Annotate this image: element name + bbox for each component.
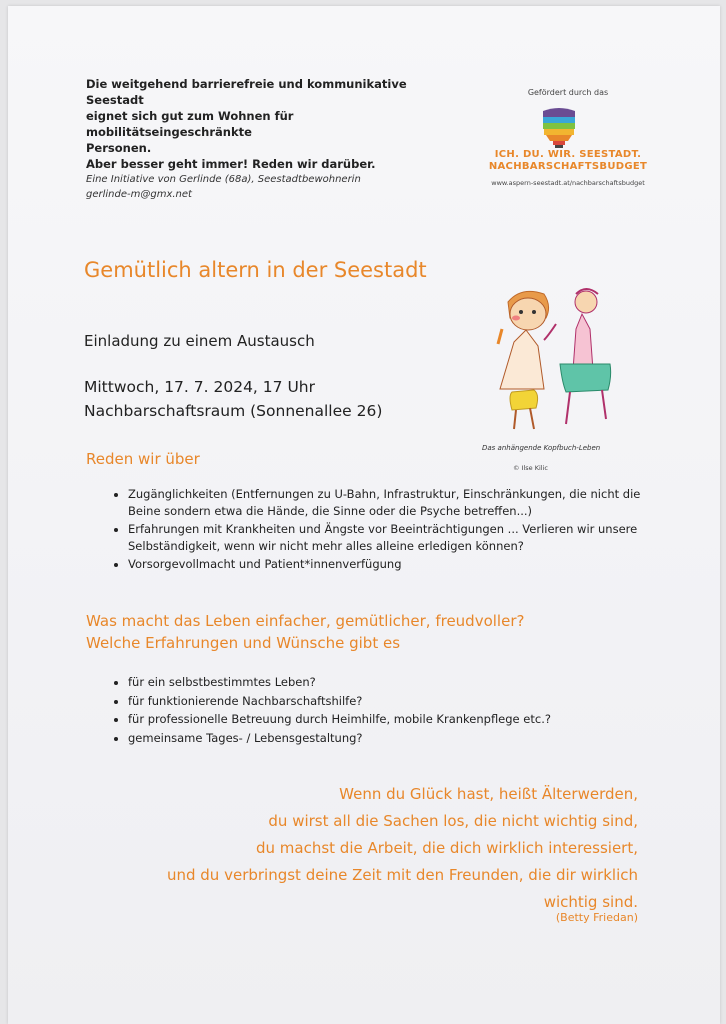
flyer-page (8, 6, 720, 1024)
illustration-credit: © Ilse Kilic (513, 464, 548, 472)
topics-heading: Reden wir über (86, 450, 200, 468)
initiative-text: Eine Initiative von Gerlinde (68a), Seestadtbewohnerin (86, 174, 361, 185)
quote-line: du wirst all die Sachen los, die nicht wichtig sind, (268, 812, 638, 830)
questions-heading (86, 610, 524, 654)
list-item: • Erfahrungen mit Krankheiten und Ängste vor Beeinträchtigungen ... Verlieren wir unsere Selbständigkeit, wenn wir nicht mehr alles alleine erledigen können? (128, 521, 668, 554)
intro-line: Personen. (86, 141, 152, 155)
event-date: Mittwoch, 17. 7. 2024, 17 Uhr (84, 378, 315, 396)
lightbulb-logo-icon (539, 107, 579, 151)
list-item: • für ein selbstbestimmtes Leben? (128, 674, 668, 691)
list-item: • für funktionierende Nachbarschaftshilfe? (128, 693, 668, 710)
list-item: • gemeinsame Tages- / Lebensgestaltung? (128, 730, 668, 747)
sponsor-brand (478, 149, 658, 173)
sponsor-brand-line: NACHBARSCHAFTSBUDGET (488, 161, 648, 172)
quote-line: wichtig sind. (543, 893, 638, 911)
list-item: • Vorsorgevollmacht und Patient*innenverfügung (128, 556, 668, 573)
contact-email[interactable]: gerlinde-m@gmx.net (86, 189, 192, 200)
sponsor-brand-line: ICH. DU. WIR. SEESTADT. (494, 149, 642, 160)
initiative-info (86, 172, 426, 202)
intro-line: Die weitgehend barrierefreie und kommunikative Seestadt (86, 77, 407, 107)
event-details (84, 375, 382, 423)
event-location: Nachbarschaftsraum (Sonnenallee 26) (84, 402, 383, 420)
intro-line: eignet sich gut zum Wohnen für mobilitätseingeschränkte (86, 109, 294, 139)
quote-block (98, 781, 638, 916)
quote-line: du machst die Arbeit, die dich wirklich interessiert, (255, 839, 638, 857)
sponsor-url[interactable]: www.aspern-seestadt.at/nachbarschaftsbudget (491, 179, 645, 187)
sponsor-label: Gefördert durch das (527, 88, 609, 97)
list-item: • Zugänglichkeiten (Entfernungen zu U-Bahn, Infrastruktur, Einschränkungen, die nicht die Beine sondern etwa die Hände, die Sinne oder die Psyche betreffen...) (128, 486, 668, 519)
quote-line: Wenn du Glück hast, heißt Älterwerden, (339, 785, 638, 803)
quote-author: (Betty Friedan) (555, 911, 638, 924)
illustration-caption: Das anhängende Kopfbuch-Leben (482, 444, 601, 452)
list-item: • für professionelle Betreuung durch Heimhilfe, mobile Krankenpflege etc.? (128, 711, 668, 728)
page-title: Gemütlich altern in der Seestadt (84, 258, 427, 282)
wishes-list (106, 674, 668, 748)
intro-text (86, 76, 446, 172)
topics-list (106, 486, 668, 575)
question-line: Welche Erfahrungen und Wünsche gibt es (86, 634, 401, 652)
quote-line: und du verbringst deine Zeit mit den Freunden, die dir wirklich (166, 866, 638, 884)
intro-line: Aber besser geht immer! Reden wir darüber. (86, 157, 376, 171)
question-line: Was macht das Leben einfacher, gemütlicher, freudvoller? (86, 612, 525, 630)
invite-heading: Einladung zu einem Austausch (84, 332, 315, 350)
